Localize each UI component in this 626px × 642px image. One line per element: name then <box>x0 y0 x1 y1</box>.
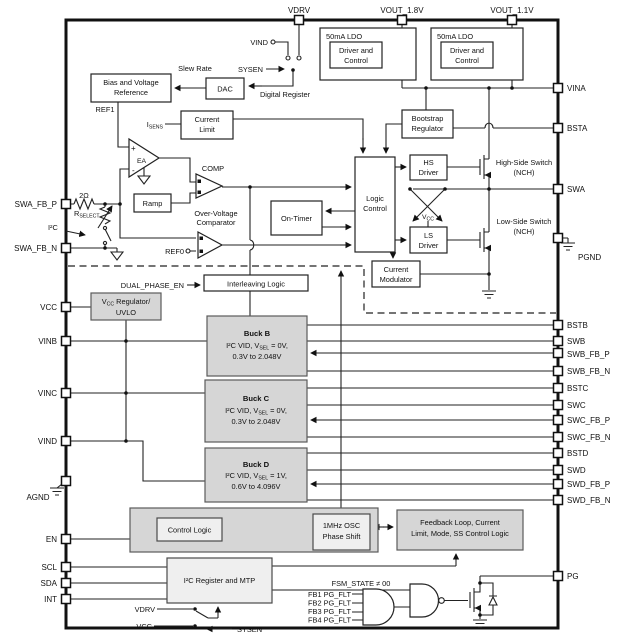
resistor-2ohm <box>74 199 94 209</box>
pins-top <box>288 6 534 25</box>
pin-pgnd <box>554 234 602 263</box>
ldo-b-driver-1: Driver and <box>449 46 485 55</box>
pin-vind <box>38 437 71 447</box>
ref0-label: REF0 <box>165 247 184 256</box>
pin-swc-fb-p <box>554 416 611 426</box>
buck-output-lines <box>307 325 554 500</box>
pin-vout-1v1 <box>490 6 534 25</box>
pins-right <box>554 84 611 582</box>
block-vcc-uvlo <box>91 293 161 320</box>
ea-plus: + <box>131 144 136 153</box>
fb-switch-blade <box>105 229 111 241</box>
ls-driver-label-1: LS <box>423 231 434 240</box>
ramp-label: Ramp <box>142 199 163 208</box>
svg-text:AGND: AGND <box>26 493 50 502</box>
nand-gate <box>410 584 439 617</box>
svg-text:SWC: SWC <box>567 401 586 410</box>
pin-agnd <box>26 477 70 503</box>
rselect-label: $R_{SELECT}$ <box>74 209 100 220</box>
bootstrap-label-1: Bootstrap <box>411 114 444 123</box>
pin-swd-fb-p <box>554 480 611 490</box>
block-ramp <box>134 194 171 212</box>
i2c-register-label: I²C Register and MTP <box>183 576 256 585</box>
svg-text:VINC: VINC <box>37 389 57 398</box>
vcc-ls-label: $V_{CC}$ <box>421 214 435 223</box>
feedback-label-2: Limit, Mode, SS Control Logic <box>411 529 509 538</box>
on-timer-label: On-Timer <box>281 214 312 223</box>
svg-text:SWB_FB_P: SWB_FB_P <box>567 350 610 359</box>
ldo-a-driver-1: Driver and <box>338 46 374 55</box>
pin-vcc <box>40 303 70 313</box>
comparator-over-voltage <box>194 209 237 258</box>
pin-pg <box>554 572 579 582</box>
pin-swb-fb-p <box>554 349 610 360</box>
svg-text:INT: INT <box>44 595 57 604</box>
pin-bstb <box>554 321 588 331</box>
block-buck-d <box>205 448 307 502</box>
vind-tap-label: VIND <box>250 38 268 47</box>
svg-text:SWB_FB_N: SWB_FB_N <box>567 367 611 376</box>
block-buck-c <box>205 380 307 442</box>
vdrv-bottom-label: VDRV <box>134 605 155 614</box>
svg-text:PG: PG <box>567 572 579 581</box>
block-buck-b <box>207 316 307 376</box>
svg-text:VCC: VCC <box>40 303 57 312</box>
svg-text:SWD_FB_P: SWD_FB_P <box>567 480 611 489</box>
vcc-bottom-label: VCC <box>136 622 152 631</box>
ldo-a-driver-2: Control <box>344 56 368 65</box>
pin-en <box>46 535 71 545</box>
ov-label-1: Over-Voltage <box>194 209 238 218</box>
svg-text:BSTD: BSTD <box>567 449 589 458</box>
osc-label-2: Phase Shift <box>322 532 361 541</box>
i2c-label: I²C <box>48 223 58 232</box>
interleaving-label: Interleaving Logic <box>227 279 285 289</box>
buck-d-vid: I²C VID, $V_{SEL} = 1V$, <box>225 471 287 482</box>
sysen-bottom-label: SYSEN <box>237 625 263 634</box>
pg-earth <box>473 620 487 627</box>
block-hs-driver <box>410 155 447 180</box>
svg-text:VOUT_1.8V: VOUT_1.8V <box>380 6 424 15</box>
osc-label-1: 1MHz OSC <box>322 521 361 530</box>
control-logic-label: Control Logic <box>167 525 212 535</box>
block-i2c-register <box>167 558 272 603</box>
ea-minus: - <box>132 166 135 175</box>
block-bootstrap-regulator <box>402 110 453 138</box>
svg-text:SDA: SDA <box>40 579 57 588</box>
wire-ea-comp <box>159 158 355 251</box>
pin-vout-1v8 <box>380 6 424 25</box>
buck-c-title: Buck C <box>242 394 270 403</box>
wire-bsta <box>453 123 554 128</box>
current-limit-label-1: Current <box>194 115 220 124</box>
svg-text:SWD_FB_N: SWD_FB_N <box>567 496 611 505</box>
block-bias-reference <box>91 74 171 102</box>
svg-text:BSTB: BSTB <box>567 321 588 330</box>
pg-fet <box>470 576 554 619</box>
slew-rate-label: Slew Rate <box>178 64 212 73</box>
svg-text:SWA_FB_P: SWA_FB_P <box>14 200 57 209</box>
buck-d-range: 0.6V to 4.096V <box>231 482 281 491</box>
pin-vina <box>554 84 587 94</box>
fb3-pg-flt-label: FB3 PG_FLT <box>308 607 351 616</box>
pin-swa-fb-p <box>15 200 71 210</box>
svg-text:SWC_FB_P: SWC_FB_P <box>567 416 611 425</box>
resistor-rselect <box>100 207 110 224</box>
ls-earth <box>482 291 496 298</box>
block-ls-driver <box>410 227 447 253</box>
pin-swd-fb-n <box>554 496 611 506</box>
buck-d-title: Buck D <box>242 460 270 469</box>
pin-vinb <box>38 337 70 347</box>
pin-swd <box>554 466 586 476</box>
wire-current-limit-route <box>233 119 363 140</box>
svg-text:VOUT_1.1V: VOUT_1.1V <box>490 6 534 15</box>
pin-scl <box>41 563 70 573</box>
cm-label-2: Modulator <box>379 275 413 284</box>
bias-label-1: Bias and Voltage <box>103 78 159 87</box>
wire-fb-node <box>70 169 196 248</box>
buck-b-range: 0.3V to 2.048V <box>232 352 282 361</box>
block-ldo-a <box>320 28 416 80</box>
buck-b-title: Buck B <box>243 329 271 338</box>
current-limit-label-2: Limit <box>199 125 215 134</box>
svg-text:SWA: SWA <box>567 185 585 194</box>
svg-text:VIND: VIND <box>37 437 57 446</box>
fb4-pg-flt-label: FB4 PG_FLT <box>308 615 351 625</box>
block-feedback-loop <box>397 510 523 550</box>
pin-bstd <box>554 449 589 459</box>
feedback-label-1: Feedback Loop, Current <box>420 518 500 527</box>
pin-sda <box>41 579 71 589</box>
block-current-limit <box>181 111 233 139</box>
isens-label: $I_{SENS}$ <box>146 120 163 131</box>
comparator-comp <box>196 164 224 198</box>
fb2-pg-flt-label: FB2 PG_FLT <box>308 598 351 608</box>
hs-switch-label-2: (NCH) <box>513 168 535 177</box>
ldo-b-title: 50mA LDO <box>437 32 474 41</box>
buck-c-range: 0.3V to 2.048V <box>231 417 281 426</box>
svg-text:VINA: VINA <box>567 84 586 93</box>
pin-swc <box>554 401 586 411</box>
pg-diode <box>489 596 497 605</box>
dual-phase-en-label: DUAL_PHASE_EN <box>120 281 184 290</box>
ls-driver-label-2: Driver <box>418 241 439 250</box>
block-logic-control <box>355 157 395 252</box>
block-on-timer <box>271 201 322 235</box>
fsm-state-label: FSM_STATE ≠ 00 <box>331 579 391 588</box>
ov-label-2: Comparator <box>196 218 236 227</box>
ref1-label: REF1 <box>95 105 115 114</box>
wire-interleave-vert <box>250 187 254 316</box>
pin-swb-fb-n <box>554 367 611 377</box>
and-gate <box>363 589 394 625</box>
ldo-a-title: 50mA LDO <box>326 32 363 41</box>
svg-text:BSTA: BSTA <box>567 124 588 133</box>
svg-text:EN: EN <box>45 535 57 544</box>
pin-int <box>44 595 70 605</box>
nand-bubble <box>439 598 445 604</box>
bottom-switch <box>154 609 218 626</box>
dac-label: DAC <box>217 84 233 94</box>
arrow-i2c-rselect <box>66 231 85 235</box>
svg-text:SCL: SCL <box>41 563 57 572</box>
pin-swb <box>554 337 586 347</box>
pin-vdrv <box>288 6 311 25</box>
logic-label-1: Logic <box>366 194 384 203</box>
pin-swa <box>554 185 586 195</box>
block-ldo-b <box>431 28 523 80</box>
block-interleaving-logic <box>204 275 308 291</box>
hs-switch-label-1: High-Side Switch <box>495 158 553 167</box>
buck-c-vid: I²C VID, $V_{SEL} = 0V$, <box>225 406 287 417</box>
digital-register-label: Digital Register <box>259 90 311 99</box>
pin-swa-fb-n <box>14 244 70 254</box>
svg-text:VINB: VINB <box>38 337 57 346</box>
fb1-pg-flt-label: FB1 PG_FLT <box>308 590 351 599</box>
hs-driver-label-1: HS <box>423 158 434 167</box>
svg-text:VDRV: VDRV <box>287 6 311 15</box>
ea-label: EA <box>137 158 147 165</box>
buck-b-vid: I²C VID, $V_{SEL} = 0V$, <box>226 341 288 352</box>
uvlo-label-2: UVLO <box>115 308 137 317</box>
svg-text:PGND: PGND <box>578 253 602 262</box>
logic-label-2: Control <box>363 204 387 213</box>
bias-label-2: Reference <box>113 88 149 97</box>
svg-text:SWB: SWB <box>567 337 586 346</box>
r2ohm-label: 2Ω <box>79 191 89 200</box>
comp-label: COMP <box>201 164 225 173</box>
ls-switch-label-2: (NCH) <box>513 227 535 236</box>
block-dac <box>206 78 244 99</box>
arrow-bst-logic <box>386 124 402 153</box>
bootstrap-label-2: Regulator <box>411 124 444 133</box>
pin-bsta <box>554 124 588 134</box>
pin-bstc <box>554 384 589 394</box>
sysen-top-label: SYSEN <box>237 65 263 74</box>
block-current-modulator <box>372 261 420 287</box>
svg-text:SWA_FB_N: SWA_FB_N <box>14 244 57 253</box>
pins-left <box>14 200 70 605</box>
svg-text:SWD: SWD <box>567 466 586 475</box>
wire-vin-rails <box>70 307 207 481</box>
pin-swc-fb-n <box>554 433 611 443</box>
pin-vinc <box>38 389 71 399</box>
fbn-ground <box>111 248 123 260</box>
uvlo-label-1: $V_{CC}$ Regulator/ <box>101 297 151 308</box>
hs-driver-label-2: Driver <box>418 168 439 177</box>
block-control-logic-bar <box>130 508 378 552</box>
ls-switch-label-1: Low-Side Switch <box>496 217 552 226</box>
svg-text:BSTC: BSTC <box>567 384 589 393</box>
svg-text:SWC_FB_N: SWC_FB_N <box>567 433 611 442</box>
ldo-b-driver-2: Control <box>455 56 479 65</box>
cm-label-1: Current <box>383 265 409 274</box>
hs-fet <box>447 155 489 189</box>
